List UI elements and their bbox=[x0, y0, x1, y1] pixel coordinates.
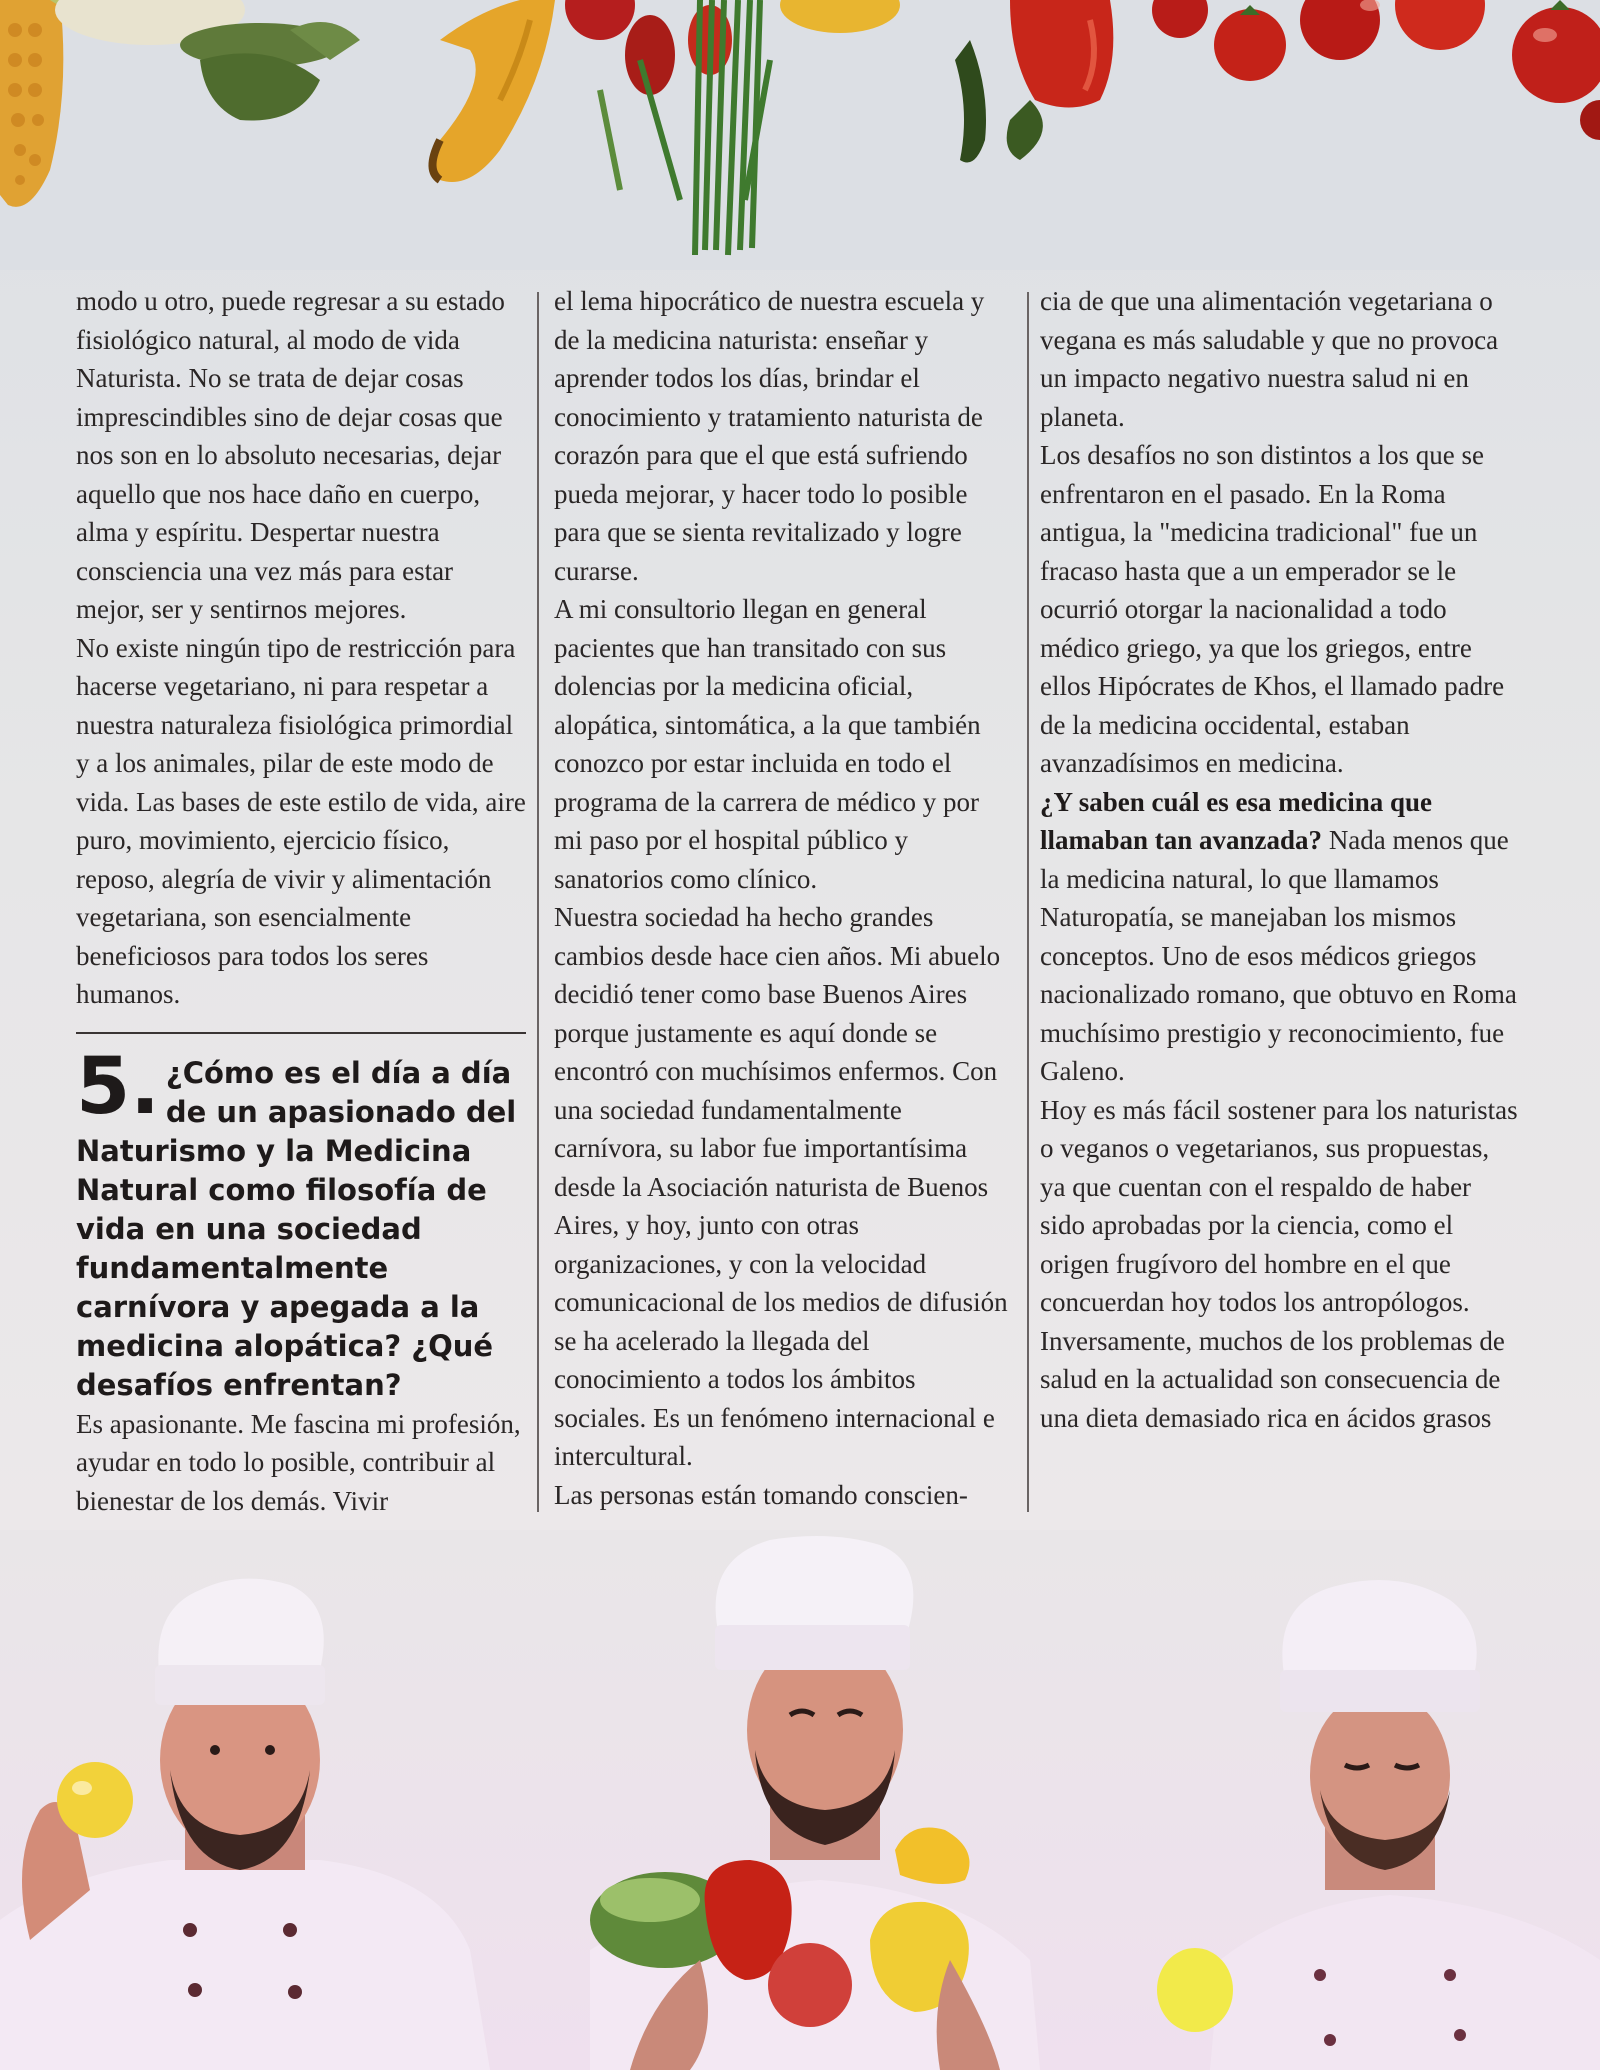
body-paragraph: Hoy es más fácil sostener para los naturistas o veganos o vegetarianos, sus propuestas, ya que cuentan con el respaldo de haber sido aprobadas por la ciencia, como el origen frugívoro del hombre en el que concuerdan hoy todos los antropólogos. Inversamente, muchos de los problemas de salud en la actualidad son consecuencia de una dieta demasiado rica en ácidos grasos bbox=[1040, 1094, 1518, 1433]
chefs-photo bbox=[0, 1530, 1600, 2070]
article-column-3 bbox=[1040, 282, 1520, 1522]
body-paragraph: Las personas están tomando conscien- bbox=[554, 1479, 968, 1510]
question-text: Naturismo y la Medicina Natural como filosofía de vida en una sociedad fundamentalmente carnívora y apegada a la medicina alopática? ¿Qué desafíos enfrentan? bbox=[76, 1133, 494, 1402]
lemon-in-hand-right bbox=[1157, 1948, 1233, 2032]
vegetable-banner-image bbox=[0, 0, 1600, 270]
inline-question: ¿Y saben cuál es esa medicina que llamaban tan avanzada? bbox=[1040, 786, 1433, 855]
question-divider bbox=[76, 1032, 526, 1034]
tomato-in-hand bbox=[768, 1943, 852, 2027]
body-paragraph: Los desafíos no son distintos a los que se enfrentaron en el pasado. En la Roma antigua, la "medicina tradicional" fue un fracaso hasta que a un emperador se le ocurrió otorgar la nacionalidad a todo médico griego, ya que los griegos, entre ellos Hipócrates de Khos, el llamado padre de la medicina occidental, estaban avanzadísimos en medicina. bbox=[1040, 440, 1505, 778]
lemon-in-hand bbox=[57, 1762, 133, 1838]
question-number: 5. bbox=[76, 1041, 160, 1132]
inline-answer: Nada menos que la medicina natural, lo que llamamos Naturopatía, se manejaban los mismos conceptos. Uno de esos médicos griegos nacionalizado romano, que obtuvo en Roma muchísimo prestigio y reconocimiento, fue Galeno. bbox=[1040, 825, 1517, 1086]
body-paragraph: No existe ningún tipo de restricción para hacerse vegetariano, ni para respetar a nuestra naturaleza fisiológica primordial y a los animales, pilar de este modo de vida. Las bases de este estilo de vida, aire puro, movimiento, ejercicio físico, reposo, alegría de vivir y alimentación vegetariana, son esencialmente beneficiosos para todos los seres humanos. bbox=[76, 632, 526, 1009]
answer-paragraph: Es apasionante. Me fascina mi profesión, ayudar en todo lo posible, contribuir al bienestar de los demás. Vivir bbox=[76, 1408, 521, 1516]
body-paragraph: modo u otro, puede regresar a su estado fisiológico natural, al modo de vida Naturista. No se trata de dejar cosas imprescindibles sino de dejar cosas que nos son en lo absoluto necesarias, dejar aquello que nos hace daño en cuerpo, alma y espíritu. Despertar nuestra consciencia una vez más para estar mejor, ser y sentirnos mejores. bbox=[76, 286, 505, 624]
question-heading bbox=[76, 1041, 526, 1132]
body-paragraph: Nuestra sociedad ha hecho grandes cambios desde hace cien años. Mi abuelo decidió tener como base Buenos Aires porque justamente es aquí donde se encontró con muchísimos enfermos. Con una sociedad fundamentalmente carnívora, su labor fue importantísima desde la Asociación naturista de Buenos Aires, y hoy, junto con otras organizaciones, y con la velocidad comunicacional de los medios de difusión se ha acelerado la llegada del conocimiento a todos los ámbitos sociales. Es un fenómeno internacional e intercultural. bbox=[554, 902, 1008, 1471]
article-column-2 bbox=[554, 282, 1014, 1522]
body-paragraph-with-question bbox=[1040, 783, 1520, 1091]
question-first-line: ¿Cómo es el día a día de un apasionado del bbox=[165, 1055, 517, 1129]
body-paragraph: cia de que una alimentación vegetariana o vegana es más saludable y que no provoca un impacto negativo nuestra salud ni en planeta. bbox=[1040, 286, 1499, 432]
body-paragraph: el lema hipocrático de nuestra escuela y de la medicina naturista: enseñar y aprender todos los días, brindar el conocimiento y tratamiento naturista de corazón para que el que está sufriendo pueda mejorar, y hacer todo lo posible para que se sienta revitalizado y logre curarse. bbox=[554, 286, 985, 586]
article-column-1 bbox=[76, 282, 526, 1522]
column-divider-left bbox=[537, 292, 539, 1512]
column-divider-right bbox=[1027, 292, 1029, 1512]
body-paragraph: A mi consultorio llegan en general pacientes que han transitado con sus dolencias por la medicina oficial, alopática, sintomática, a la que también conozco por estar incluida en todo el programa de la carrera de médico y por mi paso por el hospital público y sanatorios como clínico. bbox=[554, 594, 981, 894]
